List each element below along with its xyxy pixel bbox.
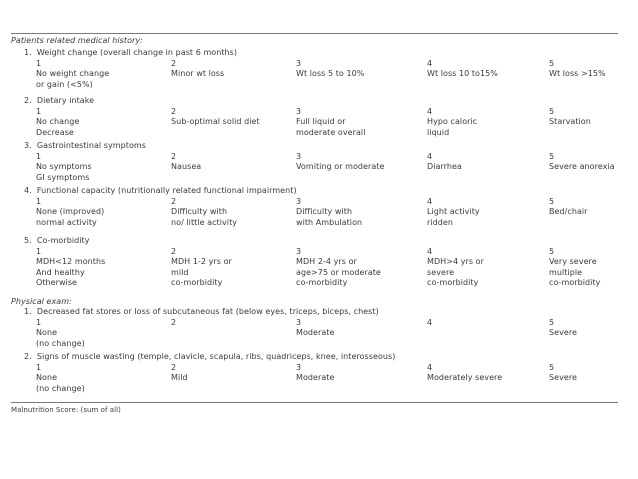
history-item-4-score-2: 2 <box>171 196 177 206</box>
history-item-2-score-4: 4 <box>427 106 433 116</box>
history-item-5-option-2-text: MDH 1-2 yrs or <box>171 257 232 266</box>
history-item-1-option-3-text: Wt loss 5 to 10% <box>296 69 365 78</box>
history-item-3-option-1-text: GI symptoms <box>36 172 90 182</box>
history-item-5-option-1-text: And healthy <box>36 267 85 277</box>
history-item-3-option-4-text: Diarrhea <box>427 162 462 171</box>
history-item-4-score-5: 5 <box>549 196 555 206</box>
physical-item-2-score-2: 2 <box>171 362 177 372</box>
history-item-3-score-3: 3 <box>296 151 302 161</box>
history-item-1-option-1-text: No weight change <box>36 69 110 78</box>
history-item-3-option-2-text: Nausea <box>171 162 202 171</box>
history-item-5-score-5: 5 <box>549 246 555 256</box>
history-item-4-option-2-text: no/ little activity <box>171 217 238 227</box>
physical-item-2-score-1: 1 <box>36 362 42 372</box>
history-item-2-score-2: 2 <box>171 106 177 116</box>
physical-item-2-option-1-text: (no change) <box>36 383 85 393</box>
history-item-1-score-1: 1 <box>36 58 42 68</box>
history-item-1-option-1-text: or gain (<5%) <box>36 79 93 89</box>
history-item-5-option-3-text: co-morbidity <box>296 278 348 287</box>
history-item-4-score-3: 3 <box>296 196 302 206</box>
history-item-4-option-3-text: Difficulty with <box>296 207 353 216</box>
physical-item-1-option-3-text: Moderate <box>296 328 335 337</box>
physical-item-2-option-2-text: Mild <box>171 373 188 382</box>
top-rule <box>11 33 618 34</box>
history-item-4-score-1: 1 <box>36 196 42 206</box>
physical-heading: Physical exam: <box>11 297 72 306</box>
history-item-2-option-3-text: Full liquid or <box>296 117 346 126</box>
history-item-5-option-4-text: severe <box>427 267 455 277</box>
history-item-2-option-1-text: Decrease <box>36 127 74 137</box>
history-item-2-option-2-text: Sub-optimal solid diet <box>171 117 260 126</box>
physical-item-2-option-1-text: None <box>36 373 58 382</box>
history-item-4-score-4: 4 <box>427 196 433 206</box>
history-item-5-score-2: 2 <box>171 246 177 256</box>
physical-item-1-option-1-text: (no change) <box>36 338 85 348</box>
history-item-5-option-2-text: mild <box>171 267 189 277</box>
history-item-1-title: 1. Weight change (overall change in past 6 months) <box>24 48 238 57</box>
history-item-2-option-1-text: No change <box>36 117 80 126</box>
history-item-3-option-1-text: No symptoms <box>36 162 92 171</box>
physical-item-2-option-3-text: Moderate <box>296 373 335 382</box>
physical-item-2-option-4-text: Moderately severe <box>427 373 503 382</box>
history-item-2-score-1: 1 <box>36 106 42 116</box>
history-item-5-option-2-text: co-morbidity <box>171 278 223 287</box>
history-item-4-option-3-text: with Ambulation <box>296 217 363 227</box>
physical-item-2-score-3: 3 <box>296 362 302 372</box>
history-item-3-score-5: 5 <box>549 151 555 161</box>
history-item-5-title: 5. Co-morbidity <box>24 236 90 245</box>
history-item-5-option-5-text: co-morbidity <box>549 278 601 287</box>
history-item-3-score-1: 1 <box>36 151 42 161</box>
bottom-rule <box>11 402 618 403</box>
history-item-3-score-4: 4 <box>427 151 433 161</box>
history-item-2-title: 2. Dietary intake <box>24 96 95 105</box>
physical-item-1-option-5-text: Severe <box>549 328 577 337</box>
history-heading: Patients related medical history: <box>11 36 143 45</box>
history-item-5-score-3: 3 <box>296 246 302 256</box>
history-item-3-title: 3. Gastrointestinal symptoms <box>24 141 146 150</box>
history-item-5-score-1: 1 <box>36 246 42 256</box>
physical-item-2-title: 2. Signs of muscle wasting (temple, clavicle, scapula, ribs, quadriceps, knee, interosseous) <box>24 352 396 361</box>
history-item-1-option-4-text: Wt loss 10 to15% <box>427 69 498 78</box>
history-item-2-score-5: 5 <box>549 106 555 116</box>
history-item-3-option-3-text: Vomiting or moderate <box>296 162 385 171</box>
history-item-2-option-4-text: liquid <box>427 127 450 137</box>
history-item-1-score-3: 3 <box>296 58 302 68</box>
physical-item-1-score-4: 4 <box>427 317 433 327</box>
physical-item-1-score-3: 3 <box>296 317 302 327</box>
history-item-5-option-1-text: MDH<12 months <box>36 257 106 266</box>
history-item-5-option-5-text: Very severe <box>549 257 597 266</box>
score-label: Malnutrition Score: (sum of all) <box>11 406 121 414</box>
history-item-2-option-5-text: Starvation <box>549 117 591 126</box>
history-item-5-option-1-text: Otherwise <box>36 278 78 287</box>
history-item-4-option-1-text: normal activity <box>36 217 97 227</box>
history-item-2-option-3-text: moderate overall <box>296 127 366 137</box>
history-item-5-option-3-text: MDH 2-4 yrs or <box>296 257 357 266</box>
history-item-3-score-2: 2 <box>171 151 177 161</box>
history-item-1-option-2-text: Minor wt loss <box>171 69 225 78</box>
history-item-4-option-1-text: None (improved) <box>36 207 105 216</box>
history-item-5-option-5-text: multiple <box>549 267 583 277</box>
history-item-4-option-2-text: Difficulty with <box>171 207 228 216</box>
physical-item-1-score-2: 2 <box>171 317 177 327</box>
history-item-4-title: 4. Functional capacity (nutritionally related functional impairment) <box>24 186 297 195</box>
history-item-4-option-4-text: ridden <box>427 217 453 227</box>
physical-item-2-score-4: 4 <box>427 362 433 372</box>
physical-item-1-option-1-text: None <box>36 328 58 337</box>
history-item-4-option-5-text: Bed/chair <box>549 207 588 216</box>
physical-item-2-option-5-text: Severe <box>549 373 577 382</box>
history-item-2-score-3: 3 <box>296 106 302 116</box>
physical-item-1-title: 1. Decreased fat stores or loss of subcutaneous fat (below eyes, triceps, biceps, chest) <box>24 307 379 316</box>
history-item-5-option-4-text: co-morbidity <box>427 278 479 287</box>
physical-item-2-score-5: 5 <box>549 362 555 372</box>
physical-item-1-score-5: 5 <box>549 317 555 327</box>
history-item-5-option-4-text: MDH>4 yrs or <box>427 257 484 266</box>
history-item-1-score-4: 4 <box>427 58 433 68</box>
history-item-2-option-4-text: Hypo caloric <box>427 117 478 126</box>
physical-item-1-score-1: 1 <box>36 317 42 327</box>
history-item-4-option-4-text: Light activity <box>427 207 480 216</box>
history-item-3-option-5-text: Severe anorexia <box>549 162 615 171</box>
history-item-1-score-2: 2 <box>171 58 177 68</box>
history-item-5-option-3-text: age>75 or moderate <box>296 267 381 277</box>
history-item-1-score-5: 5 <box>549 58 555 68</box>
history-item-1-option-5-text: Wt loss >15% <box>549 69 606 78</box>
history-item-5-score-4: 4 <box>427 246 433 256</box>
